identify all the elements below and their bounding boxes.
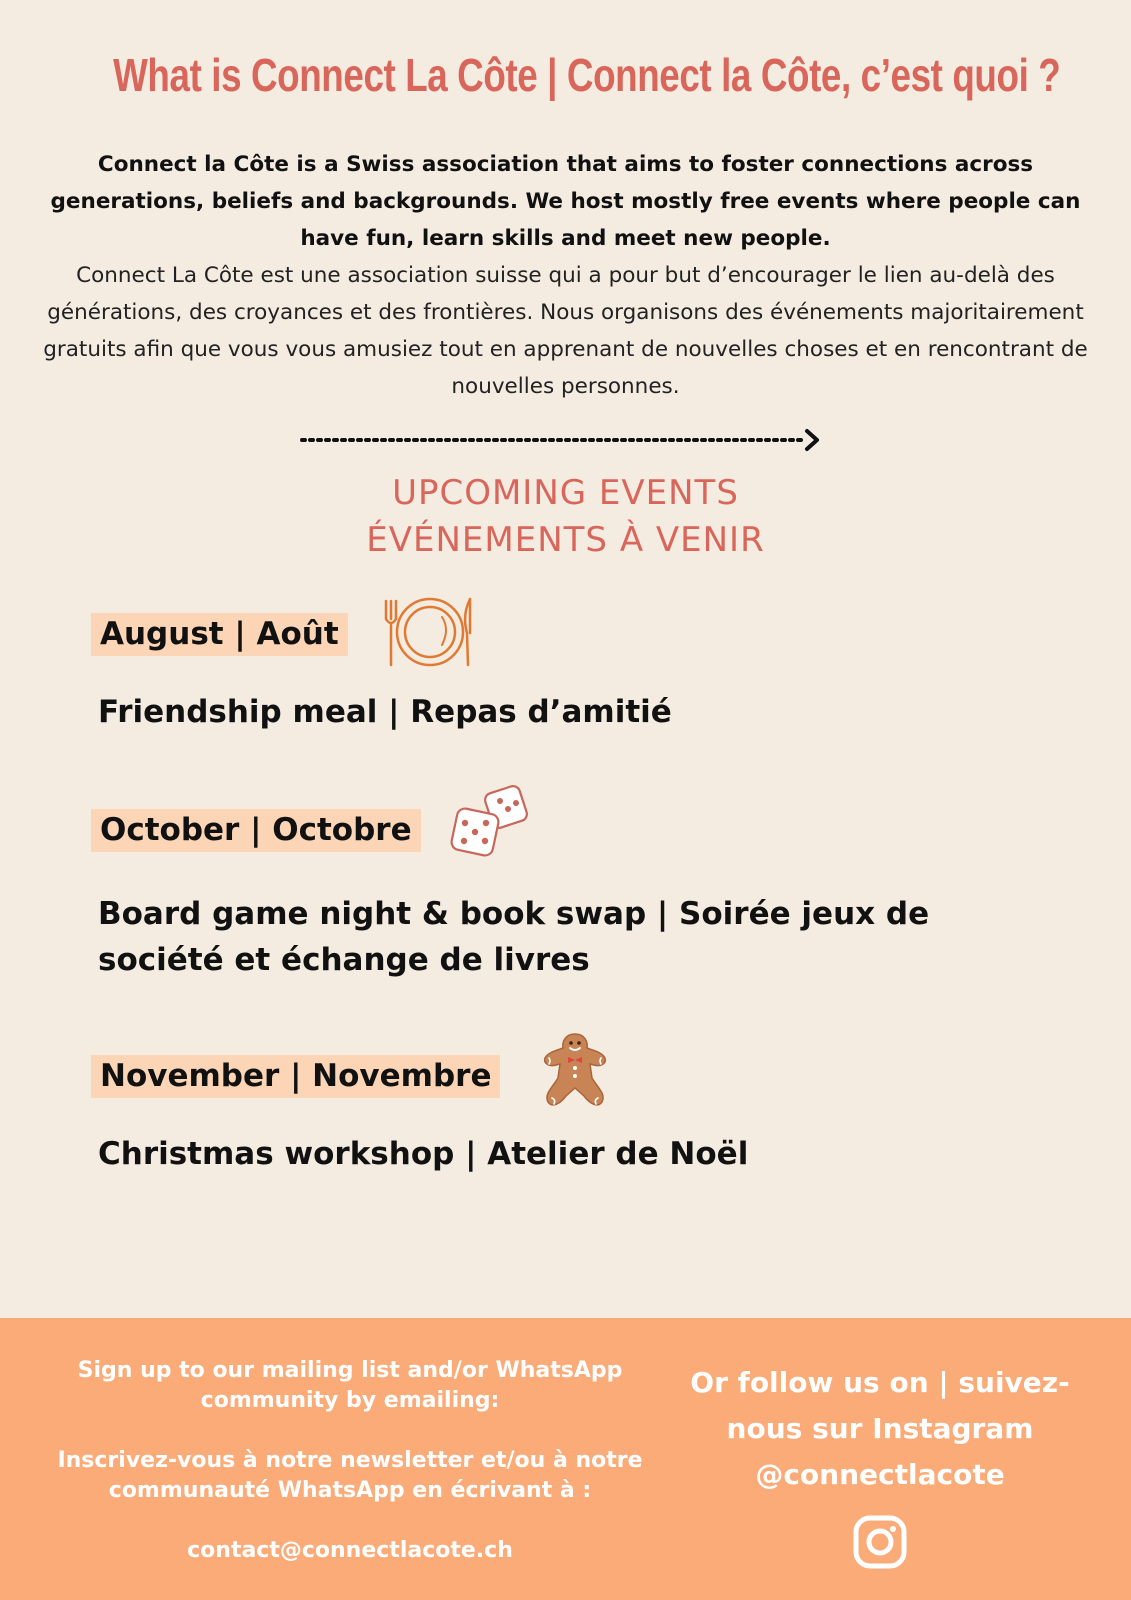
dotted-arrow-icon [300,426,830,456]
intro-french: Connect La Côte est une association suisse qui a pour but d’encourager le lien au-delà des générations, des croyances et des frontières. Nous organisons des événements majoritairement gratuits afin que vous vous amusiez tout en apprenant de nouvelles choses et en rencontrant de nouvelles personnes. [43,263,1088,399]
event-date-november: November | Novembre [91,1055,500,1098]
instagram-icon[interactable] [852,1514,908,1570]
event-date-august: August | Août [91,613,348,656]
event-date-october: October | Octobre [91,809,421,852]
dice-icon [450,783,538,867]
footer-follow [680,1360,1080,1498]
signup-text-english: Sign up to our mailing list and/or WhatsApp community by emailing: [77,1358,623,1413]
upcoming-events-heading: UPCOMING EVENTS [392,473,739,513]
contact-email-link[interactable]: contact@connectlacote.ch [187,1538,513,1563]
gingerbread-man-icon [540,1030,610,1110]
page-title: What is Connect La Côte | Connect la Côte, c’est quoi ? [113,49,1061,101]
plate-cutlery-icon [382,595,478,669]
upcoming-events-heading-fr: ÉVÉNEMENTS À VENIR [366,520,765,560]
event-title-october: Board game night & book swap | Soirée jeux de société et échange de livres [98,896,930,978]
instagram-handle-link[interactable]: @connectlacote [755,1458,1005,1491]
footer [0,1318,1131,1600]
follow-text: Or follow us on | suivez-nous sur Instagram [690,1366,1070,1445]
signup-text-french: Inscrivez-vous à notre newsletter et/ou à notre communauté WhatsApp en écrivant à : [57,1448,643,1503]
footer-signup [30,1356,670,1566]
event-title-november: Christmas workshop | Atelier de Noël [98,1136,749,1172]
event-title-august: Friendship meal | Repas d’amitié [98,694,672,730]
intro-english: Connect la Côte is a Swiss association that aims to foster connections across generations, beliefs and backgrounds. We host mostly free events where people can have fun, learn skills and meet new people. [50,152,1081,251]
